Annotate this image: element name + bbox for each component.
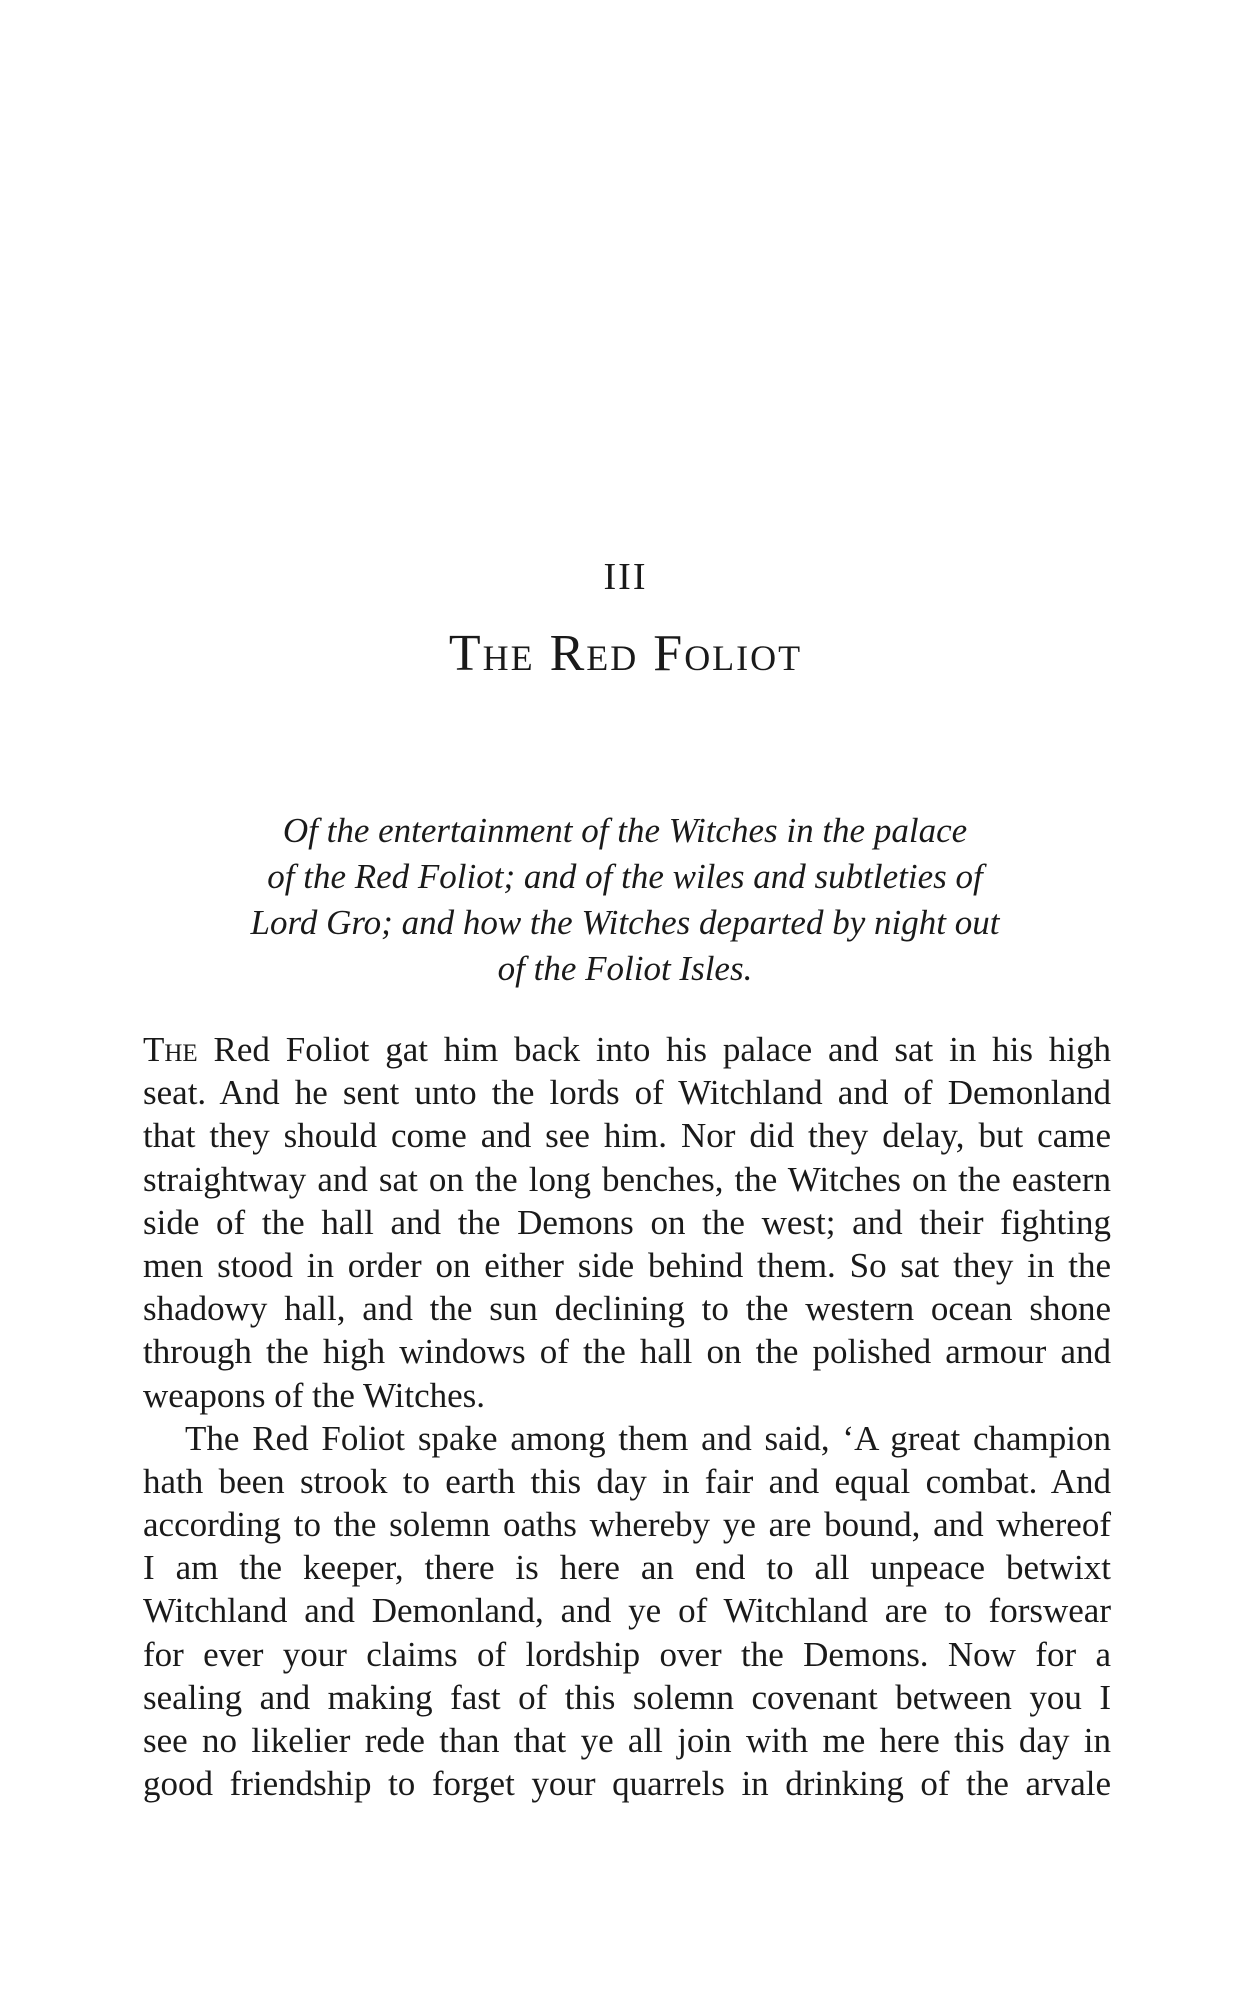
text-line: good friendship to forget your quarrels in drinking of the arvale (143, 1764, 1111, 1804)
paragraph-1 (143, 1028, 1111, 1417)
text-line: for ever your claims of lordship over the Demons. Now for a (143, 1634, 1111, 1674)
text-line: shadowy hall, and the sun declining to the western ocean shone (143, 1289, 1111, 1329)
text-line: see no likelier rede than that ye all join with me here this day in (143, 1721, 1111, 1760)
chapter-body (143, 1028, 1111, 1805)
text-line: hath been strook to earth this day in fair and equal combat. And (143, 1461, 1111, 1501)
text-line: sealing and making fast of this solemn covenant between you I (143, 1677, 1111, 1717)
text-line: seat. And he sent unto the lords of Witchland and of Demonland (143, 1073, 1111, 1113)
chapter-title: The Red Foliot (448, 625, 803, 682)
text-line: straightway and sat on the long benches, the Witches on the eastern (143, 1159, 1111, 1199)
argument-line: Of the entertainment of the Witches in the palace (282, 811, 968, 850)
argument-line: of the Red Foliot; and of the wiles and subtleties of (267, 857, 983, 896)
text-line: that they should come and see him. Nor did they delay, but came (143, 1116, 1111, 1156)
argument-line: Lord Gro; and how the Witches departed by night out (250, 903, 1000, 942)
chapter-argument (180, 808, 1070, 992)
text-line: through the high windows of the hall on the polished armour and (143, 1332, 1111, 1372)
text-line: men stood in order on either side behind them. So sat they in the (143, 1245, 1111, 1285)
text-line: The Red Foliot spake among them and said, ‘A great champion (185, 1418, 1111, 1458)
text-line: Witchland and Demonland, and ye of Witchland are to forswear (143, 1591, 1111, 1631)
text-line: side of the hall and the Demons on the west; and their fighting (143, 1202, 1111, 1242)
argument-line: of the Foliot Isles. (497, 949, 753, 988)
paragraph-2 (143, 1417, 1111, 1806)
lead-word: The (143, 1030, 198, 1069)
text-line (143, 1028, 1111, 1071)
text-line: weapons of the Witches. (143, 1375, 486, 1415)
text-line-rest: Red Foliot gat him back into his palace and sat in his high (197, 1030, 1111, 1069)
chapter-number: III (603, 556, 648, 598)
text-line: according to the solemn oaths whereby ye are bound, and whereof (143, 1505, 1111, 1545)
text-line: I am the keeper, there is here an end to all unpeace betwixt (143, 1548, 1111, 1588)
